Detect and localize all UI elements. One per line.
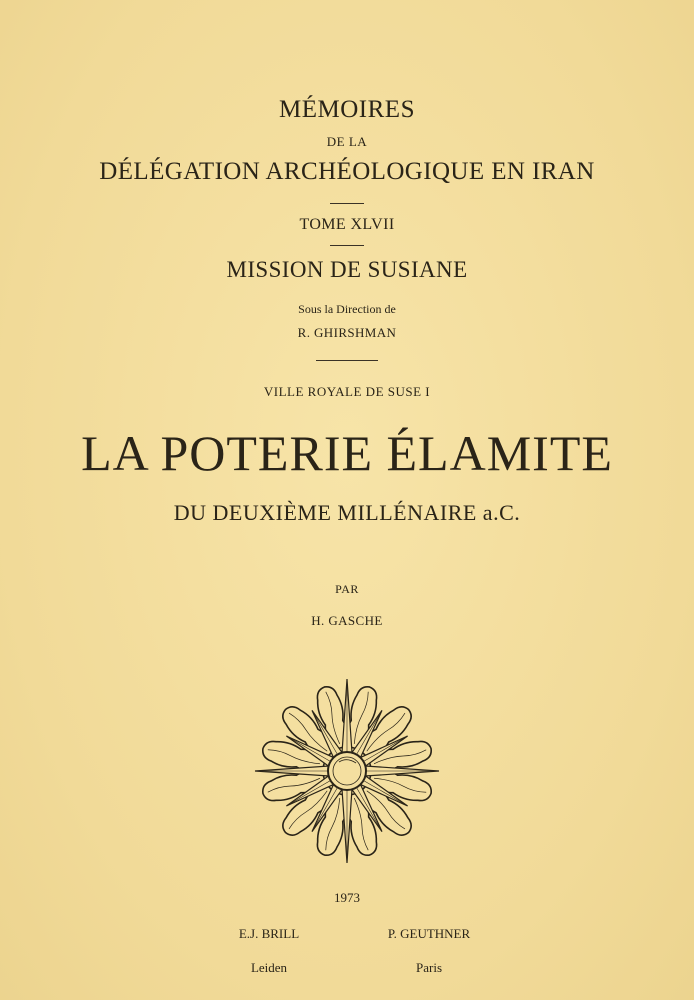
subtitle: DU DEUXIÈME MILLÉNAIRE a.C. <box>173 500 521 525</box>
mission-title: MISSION DE SUSIANE <box>226 257 468 282</box>
divider-rule <box>330 203 364 204</box>
by-label: PAR <box>335 582 359 596</box>
publisher-city: Paris <box>416 960 442 975</box>
publisher-name: P. GEUTHNER <box>387 926 471 941</box>
publisher-name: E.J. BRILL <box>238 926 300 941</box>
tome-number: TOME XLVII <box>299 216 395 233</box>
institution-name: DÉLÉGATION ARCHÉOLOGIQUE EN IRAN <box>99 158 595 185</box>
divider-rule <box>330 245 364 246</box>
series-connector: DE LA <box>326 134 368 149</box>
publication-year: 1973 <box>334 890 360 905</box>
director-name: R. GHIRSHMAN <box>297 325 397 340</box>
series-title: MÉMOIRES <box>279 96 415 123</box>
direction-note: Sous la Direction de <box>298 302 396 316</box>
subseries-title: VILLE ROYALE DE SUSE I <box>263 384 431 399</box>
main-title: LA POTERIE ÉLAMITE <box>81 425 613 481</box>
author-name: H. GASCHE <box>311 613 383 628</box>
publisher-city: Leiden <box>250 960 288 975</box>
divider-rule <box>316 360 378 361</box>
sunburst-rosette-icon <box>252 676 442 866</box>
